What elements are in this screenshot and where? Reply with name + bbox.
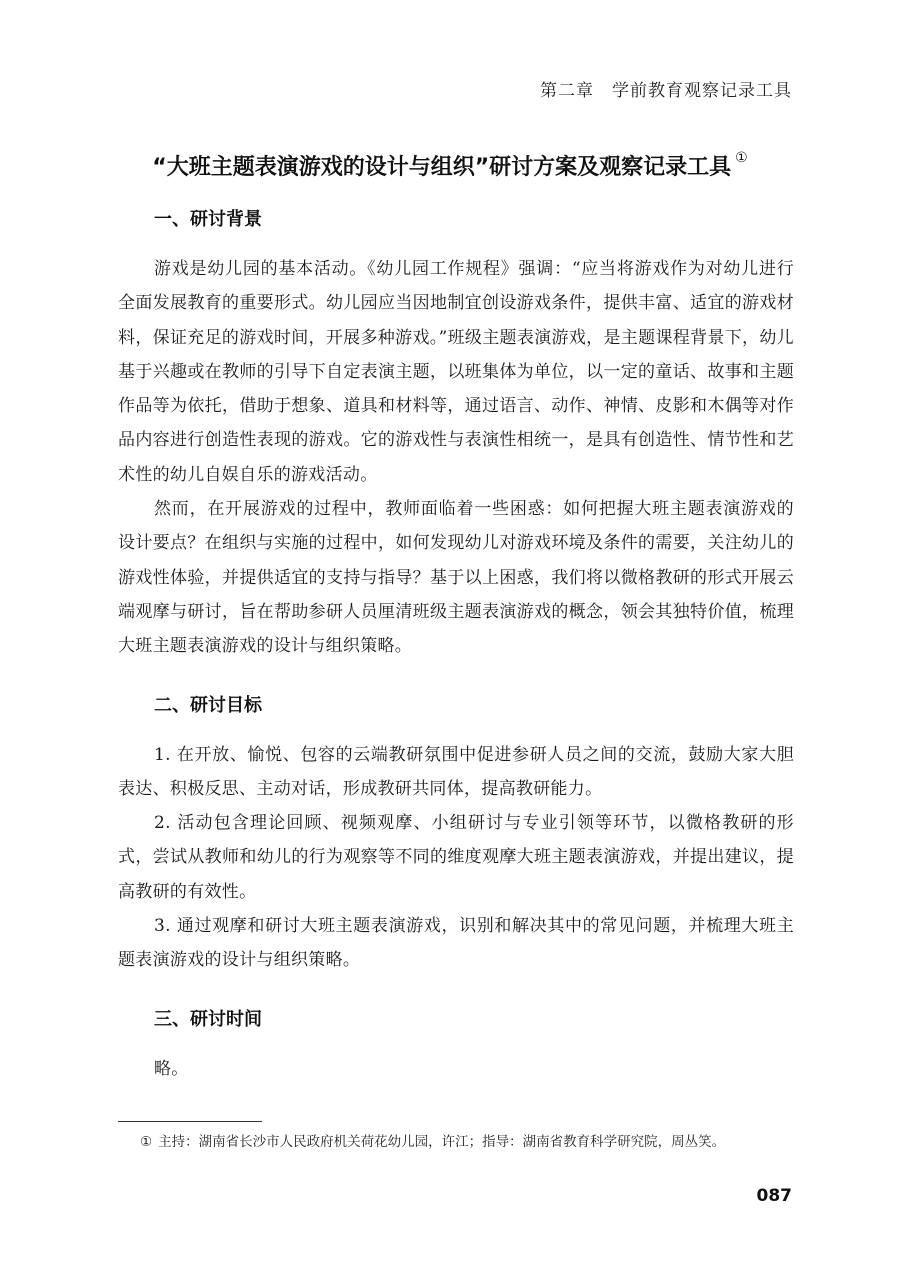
footnote-divider [118, 1121, 262, 1122]
document-title [0, 150, 900, 181]
chapter-title: 学前教育观察记录工具 [612, 81, 792, 101]
background-paragraph: 然而，在开展游戏的过程中，教师面临着一些困惑：如何把握大班主题表演游戏的设计要点？在组织与实施的过程中，如何发现幼儿对游戏环境及条件的需要，关注幼儿的游戏性体验，并提供适宜的支持与指导？基于以上困惑，我们将以微格教研的形式开展云端观摩与研讨，旨在帮助参研人员厘清班级主题表演游戏的概念，领会其独特价值，梳理大班主题表演游戏的设计与组织策略。 [118, 499, 794, 657]
footnote [140, 1132, 820, 1152]
page-number: 087 [756, 1186, 792, 1206]
document-title-text: “大班主题表演游戏的设计与组织”研讨方案及观察记录工具 [152, 155, 732, 180]
section-heading-goals: 二、研讨目标 [154, 694, 262, 716]
goal-item: 2. 活动包含理论回顾、视频观摩、小组研讨与专业引领等环节，以微格教研的形式，尝试从教师和幼儿的行为观察等不同的维度观摩大班主题表演游戏，并提出建议，提高教研的有效性。 [118, 813, 794, 902]
section-heading-background: 一、研讨背景 [154, 209, 262, 230]
chapter-number: 第二章 [540, 81, 594, 101]
background-paragraph: 游戏是幼儿园的基本活动。《幼儿园工作规程》强调：“应当将游戏作为对幼儿进行全面发展教育的重要形式。幼儿园应当因地制宜创设游戏条件，提供丰富、适宜的游戏材料，保证充足的游戏时间，开展多种游戏。”班级主题表演游戏，是主题课程背景下，幼儿基于兴趣或在教师的引导下自定表演主题，以班集体为单位，以一定的童话、故事和主题作品等为依托，借助于想象、道具和材料等，通过语言、动作、神情、皮影和木偶等对作品内容进行创造性表现的游戏。它的游戏性与表演性相统一，是具有创造性、情节性和艺术性的幼儿自娱自乐的游戏活动。 [118, 259, 794, 485]
section-heading-time: 三、研讨时间 [154, 1008, 262, 1030]
title-footnote-mark: ① [735, 150, 748, 166]
goal-item: 3. 通过观摩和研讨大班主题表演游戏，识别和解决其中的常见问题，并梳理大班主题表演游戏的设计与组织策略。 [118, 916, 794, 971]
running-header [540, 76, 792, 101]
goal-item: 1. 在开放、愉悦、包容的云端教研氛围中促进参研人员之间的交流，鼓励大家大胆表达、积极反思、主动对话，形成教研共同体，提高教研能力。 [118, 744, 794, 799]
time-paragraph: 略。 [154, 1058, 189, 1079]
footnote-mark: ① [140, 1134, 153, 1150]
footnote-text: 主持：湖南省长沙市人民政府机关荷花幼儿园，许江；指导：湖南省教育科学研究院，周丛笑。 [158, 1134, 726, 1150]
main-content [118, 202, 794, 1086]
